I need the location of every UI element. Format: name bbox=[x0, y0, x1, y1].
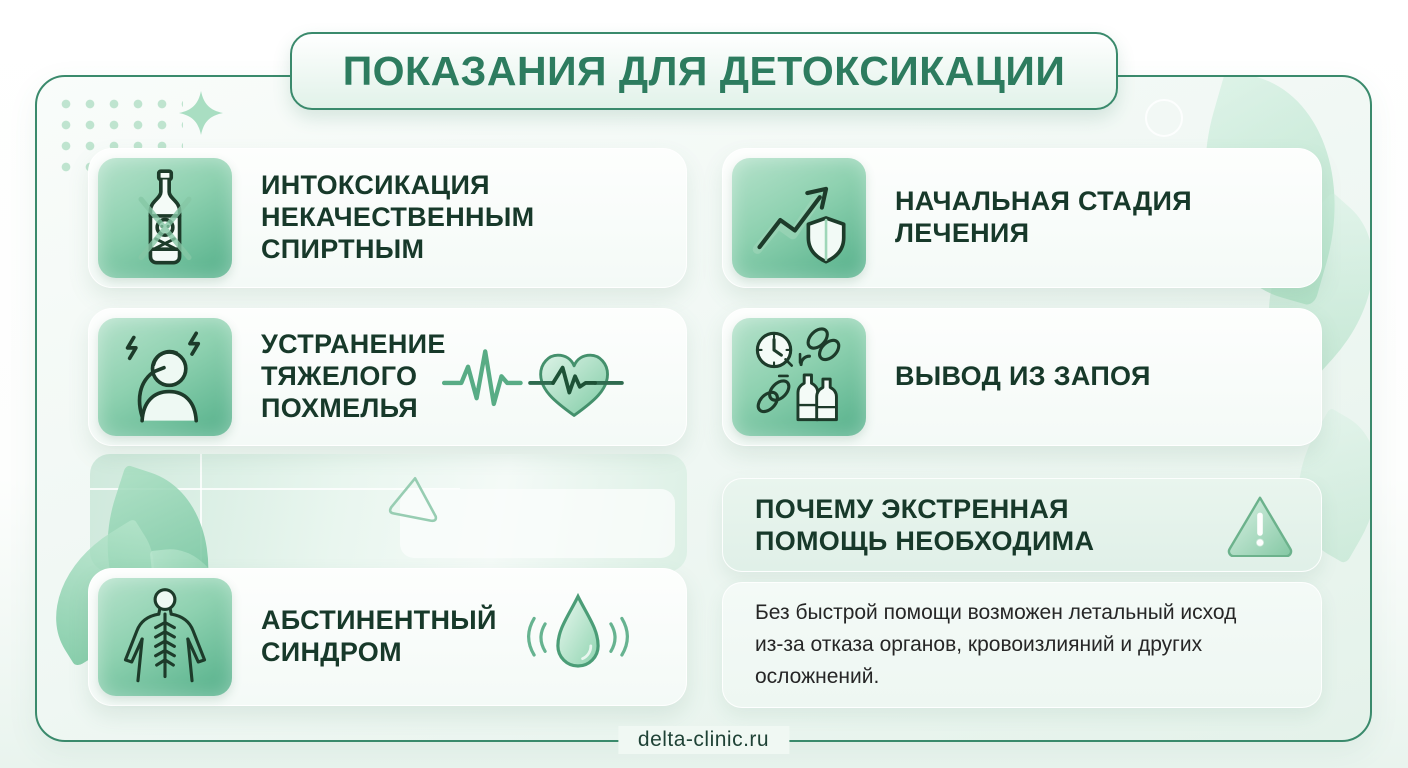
card-title: АБСТИНЕНТНЫЙ СИНДРОМ bbox=[261, 605, 497, 667]
icon-tile bbox=[98, 318, 232, 436]
page-title: ПОКАЗАНИЯ ДЛЯ ДЕТОКСИКАЦИИ bbox=[342, 47, 1066, 94]
card-intoxication bbox=[88, 148, 687, 288]
card-title: НАЧАЛЬНАЯ СТАДИЯ ЛЕЧЕНИЯ bbox=[895, 186, 1192, 248]
site-url: delta-clinic.ru bbox=[618, 726, 789, 754]
card-withdrawal bbox=[88, 568, 687, 706]
clock-broken-chain-bottles-icon bbox=[747, 325, 851, 429]
icon-tile bbox=[98, 158, 232, 278]
warning-body-text: Без быстрой помощи возможен летальный исход из-за отказа органов, кровоизлияний и других осложнений. bbox=[755, 601, 1237, 688]
warning-header bbox=[722, 478, 1322, 572]
icon-tile bbox=[732, 158, 866, 278]
card-hangover bbox=[88, 308, 687, 446]
warning-title: ПОЧЕМУ ЭКСТРЕННАЯ ПОМОЩЬ НЕОБХОДИМА bbox=[755, 493, 1095, 556]
growth-shield-icon bbox=[747, 166, 851, 270]
card-early-stage bbox=[722, 148, 1322, 288]
card-binge bbox=[722, 308, 1322, 446]
warning-triangle-icon bbox=[1223, 493, 1297, 557]
card-title: ВЫВОД ИЗ ЗАПОЯ bbox=[895, 361, 1151, 392]
nervous-system-icon bbox=[113, 585, 217, 689]
sparkle-icon bbox=[179, 91, 223, 135]
heartbeat-heart-icon bbox=[438, 339, 628, 425]
circle-outline-decoration bbox=[1145, 99, 1183, 137]
icon-tile bbox=[732, 318, 866, 436]
poison-bottle-icon bbox=[113, 166, 217, 270]
trembling-droplet-icon bbox=[522, 591, 634, 687]
headache-person-icon bbox=[113, 325, 217, 429]
card-title: УСТРАНЕНИЕ ТЯЖЕЛОГО ПОХМЕЛЬЯ bbox=[261, 329, 446, 423]
warning-body-card bbox=[722, 582, 1322, 708]
delta-triangle-icon bbox=[382, 470, 444, 532]
title-banner bbox=[290, 32, 1118, 110]
icon-tile bbox=[98, 578, 232, 696]
card-title: ИНТОКСИКАЦИЯ НЕКАЧЕСТВЕННЫМ СПИРТНЫМ bbox=[261, 170, 535, 264]
